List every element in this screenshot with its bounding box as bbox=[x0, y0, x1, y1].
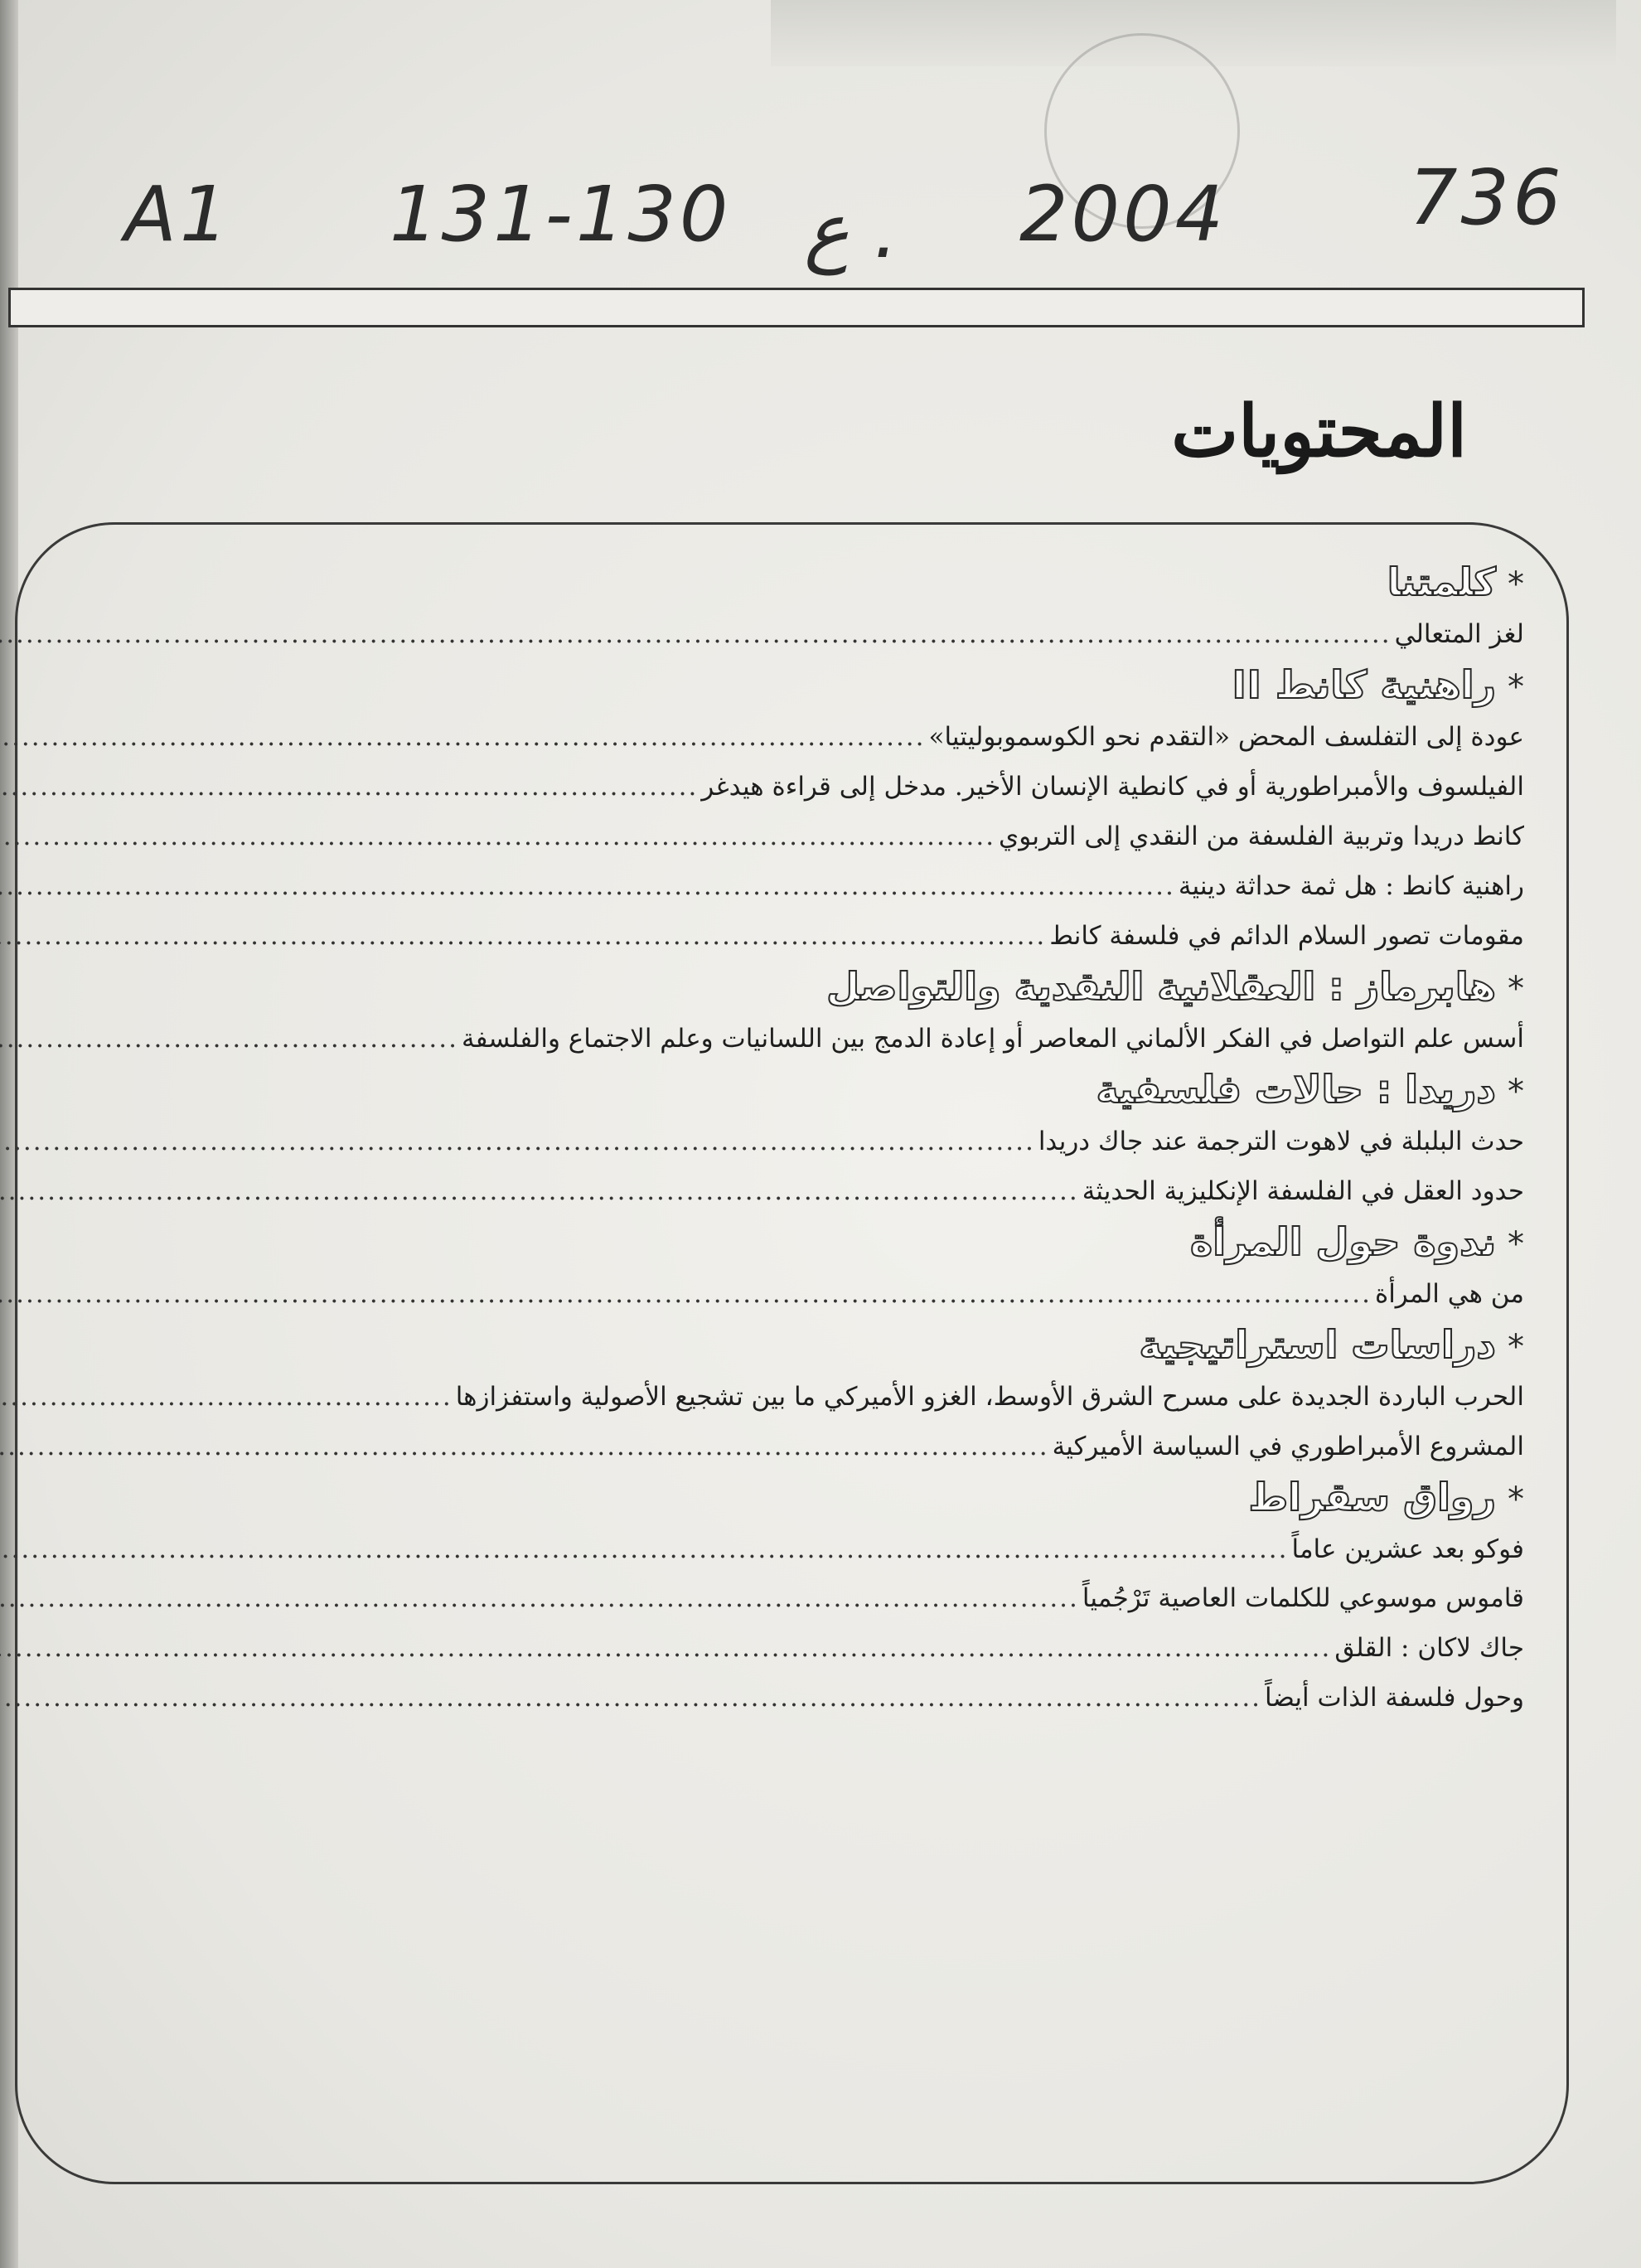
toc-section bbox=[33, 960, 1529, 1063]
toc-section bbox=[33, 658, 1529, 960]
asterisk-icon: * bbox=[1508, 1073, 1524, 1111]
toc-entry bbox=[33, 711, 1529, 761]
asterisk-icon: * bbox=[1508, 1480, 1524, 1519]
leader-dots bbox=[0, 1673, 1261, 1723]
toc-entry bbox=[33, 1166, 1529, 1215]
asterisk-icon: * bbox=[1508, 1225, 1524, 1263]
entry-title: من هي المرأة bbox=[1374, 1279, 1524, 1309]
toc-section bbox=[33, 1318, 1529, 1471]
asterisk-icon: * bbox=[1508, 565, 1524, 603]
entry-title: مقومات تصور السلام الدائم في فلسفة كانط bbox=[1049, 921, 1524, 951]
section-heading bbox=[33, 1471, 1529, 1524]
page-title: المحتويات bbox=[1171, 390, 1467, 473]
handwritten-reference bbox=[0, 153, 1641, 278]
handwritten-pages: 131-130 bbox=[390, 170, 732, 259]
handwritten-number: 736 bbox=[1409, 153, 1565, 242]
section-heading bbox=[33, 658, 1529, 711]
entry-title: عودة إلى التفلسف المحض «التقدم نحو الكوسموبوليتيا» bbox=[928, 722, 1524, 752]
section-heading bbox=[33, 960, 1529, 1013]
toc-entry bbox=[33, 1371, 1529, 1421]
section-heading-text: ندوة حول المرأة bbox=[1190, 1219, 1496, 1264]
asterisk-icon: * bbox=[1508, 970, 1524, 1008]
section-heading-text: دريدا : حالات فلسفية bbox=[1096, 1067, 1496, 1112]
toc-entry bbox=[33, 1623, 1529, 1673]
toc-entry bbox=[33, 910, 1529, 960]
entry-title: المشروع الأمبراطوري في السياسة الأميركية bbox=[1052, 1432, 1524, 1461]
toc-entry bbox=[33, 608, 1529, 658]
leader-dots bbox=[0, 1623, 1331, 1673]
toc-section bbox=[33, 1063, 1529, 1215]
toc-section bbox=[33, 555, 1529, 658]
section-heading bbox=[33, 1215, 1529, 1268]
leader-dots bbox=[0, 609, 1392, 659]
entry-title: راهنية كانط : هل ثمة حداثة دينية bbox=[1178, 871, 1524, 901]
leader-dots bbox=[0, 1573, 1079, 1623]
toc-entry bbox=[33, 1116, 1529, 1166]
leader-dots bbox=[0, 1269, 1372, 1319]
toc-entry bbox=[33, 811, 1529, 860]
header-banner-frame bbox=[8, 288, 1585, 327]
toc-entry bbox=[33, 860, 1529, 910]
leader-dots bbox=[0, 712, 926, 762]
leader-dots bbox=[0, 1422, 1049, 1471]
entry-title: حدث البلبلة في لاهوت الترجمة عند جاك دريدا bbox=[1038, 1127, 1524, 1156]
section-heading-text: رواق سقراط bbox=[1248, 1475, 1496, 1519]
entry-title: الحرب الباردة الجديدة على مسرح الشرق الأوسط، الغزو الأميركي ما بين تشجيع الأصولية واستفزازها bbox=[455, 1382, 1524, 1412]
toc-entry bbox=[33, 1524, 1529, 1573]
toc-entry bbox=[33, 1673, 1529, 1723]
handwritten-year: 2004 bbox=[1019, 170, 1227, 259]
toc-entry bbox=[33, 1268, 1529, 1318]
toc-section bbox=[33, 1471, 1529, 1723]
entry-title: قاموس موسوعي للكلمات العاصية تَرْجُمياً bbox=[1082, 1583, 1524, 1613]
section-heading bbox=[33, 1318, 1529, 1371]
entry-title: كانط دريدا وتربية الفلسفة من النقدي إلى التربوي bbox=[999, 821, 1524, 851]
leader-dots bbox=[0, 1524, 1289, 1574]
leader-dots bbox=[0, 762, 698, 812]
entry-title: لغز المتعالي bbox=[1394, 619, 1524, 649]
leader-dots bbox=[0, 1117, 1035, 1166]
toc-entry bbox=[33, 1573, 1529, 1623]
entry-title: فوكو بعد عشرين عاماً bbox=[1291, 1534, 1524, 1564]
section-heading-text: راهنية كانط II bbox=[1232, 662, 1496, 707]
section-heading-text: دراسات استراتيجية bbox=[1139, 1322, 1496, 1367]
entry-title: الفيلسوف والأمبراطورية أو في كانطية الإنسان الأخير. مدخل إلى قراءة هيدغر bbox=[701, 772, 1524, 802]
section-heading-text: هابرماز : العقلانية النقدية والتواصل bbox=[826, 964, 1496, 1009]
leader-dots bbox=[0, 861, 1175, 911]
toc-entry bbox=[33, 1421, 1529, 1471]
leader-dots bbox=[0, 1014, 458, 1064]
leader-dots bbox=[0, 812, 995, 861]
entry-title: حدود العقل في الفلسفة الإنكليزية الحديثة bbox=[1082, 1176, 1524, 1206]
asterisk-icon: * bbox=[1508, 668, 1524, 706]
toc-entry bbox=[33, 761, 1529, 811]
handwritten-letter: ع . bbox=[804, 187, 898, 275]
toc-section bbox=[33, 1215, 1529, 1318]
leader-dots bbox=[0, 1166, 1079, 1216]
entry-title: أسس علم التواصل في الفكر الألماني المعاصر أو إعادة الدمج بين اللسانيات وعلم الاجتماع والفلسفة bbox=[461, 1024, 1524, 1054]
leader-dots bbox=[0, 1372, 453, 1422]
entry-title: وحول فلسفة الذات أيضاً bbox=[1265, 1683, 1524, 1713]
section-heading bbox=[33, 1063, 1529, 1116]
asterisk-icon: * bbox=[1508, 1328, 1524, 1366]
toc-entry bbox=[33, 1013, 1529, 1063]
section-heading-text: كلمتنا bbox=[1387, 560, 1496, 604]
leader-dots bbox=[0, 911, 1046, 961]
handwritten-code: A1 bbox=[124, 170, 232, 259]
table-of-contents bbox=[33, 555, 1529, 1723]
section-heading bbox=[33, 555, 1529, 608]
entry-title: جاك لاكان : القلق bbox=[1334, 1633, 1524, 1663]
